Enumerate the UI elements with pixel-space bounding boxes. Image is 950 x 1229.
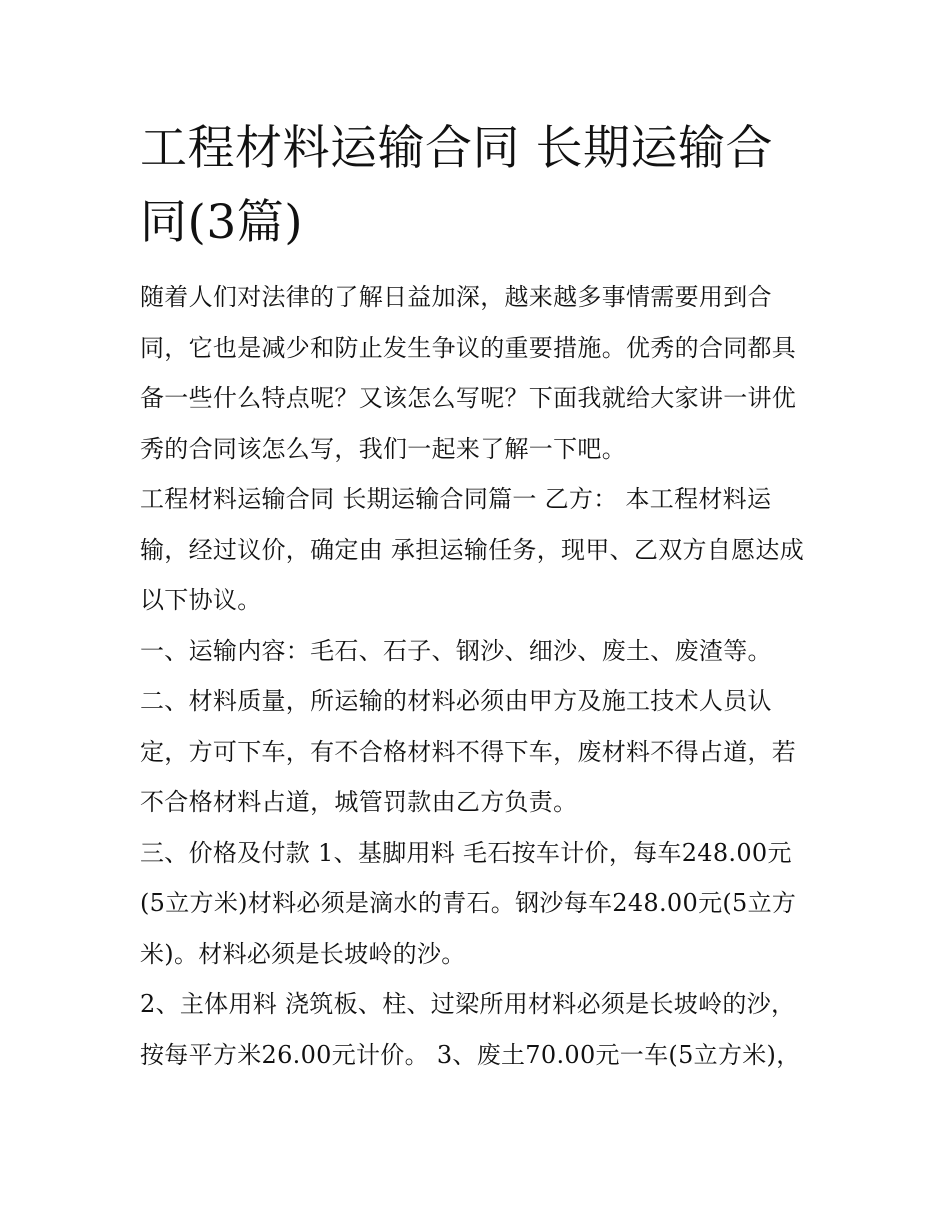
paragraph-transport-content: 一、运输内容：毛石、石子、钢沙、细沙、废土、废渣等。 [140,636,772,665]
document-body [140,112,815,1080]
paragraph-material-quality: 二、材料质量，所运输的材料必须由甲方及施工技术人员认定，方可下车，有不合格材料不得下车，废材料不得占道，若不合格材料占道，城管罚款由乙方负责。 [140,687,797,816]
document-title: 工程材料运输合同 长期运输合同(3篇) [140,121,773,250]
paragraph-intro: 随着人们对法律的了解日益加深，越来越多事情需要用到合同，它也是减少和防止发生争议的重要措施。优秀的合同都具备一些什么特点呢？又该怎么写呢？下面我就给大家讲一讲优秀的合同该怎么写，我们一起来了解一下吧。 [140,283,797,463]
paragraph-contract-heading: 工程材料运输合同 长期运输合同篇一 乙方： 本工程材料运输，经过议价，确定由 承担运输任务，现甲、乙双方自愿达成以下协议。 [140,485,805,614]
paragraph-price-payment: 三、价格及付款 1、基脚用料 毛石按车计价，每车248.00元(5立方米)材料必须是滴水的青石。钢沙每车248.00元(5立方米)。材料必须是长坡岭的沙。 [140,838,797,968]
paragraph-main-materials: 2、主体用料 浇筑板、柱、过梁所用材料必须是长坡岭的沙，按每平方米26.00元计价。 3、废土70.00元一车(5立方米)， [140,990,801,1069]
